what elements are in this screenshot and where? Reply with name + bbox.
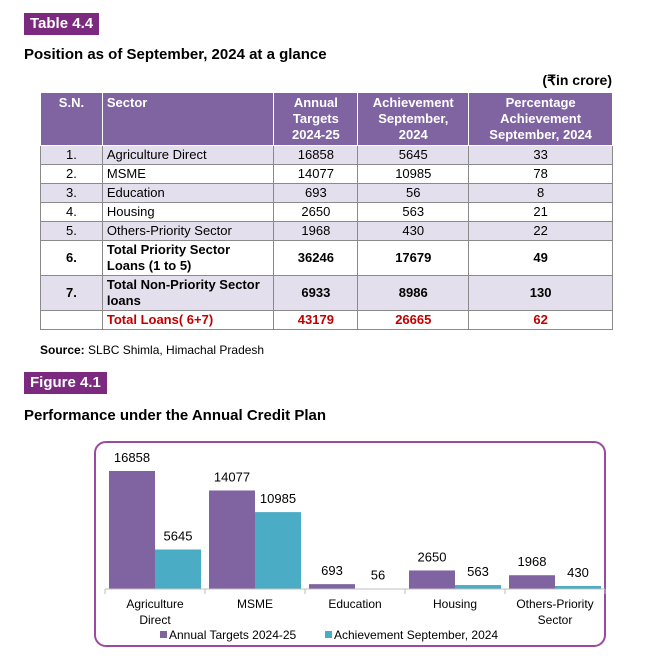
data-label: 5645 (163, 528, 193, 544)
cell-pct: 8 (469, 184, 613, 203)
category-label: Agriculture Direct (126, 597, 184, 627)
cell-sector: Total Non-Priority Sector loans (102, 276, 274, 311)
cell-pct: 33 (469, 146, 613, 165)
cell-target: 43179 (274, 311, 358, 330)
cell-pct: 130 (469, 276, 613, 311)
cell-achievement: 8986 (358, 276, 469, 311)
cell-sector: Total Priority Sector Loans (1 to 5) (102, 241, 274, 276)
cell-target: 16858 (274, 146, 358, 165)
bar-achievement (155, 549, 201, 589)
category-label: MSME (237, 597, 273, 611)
cell-pct: 22 (469, 222, 613, 241)
bar-target (409, 570, 455, 589)
cell-target: 1968 (274, 222, 358, 241)
bar-achievement (255, 512, 301, 589)
figure-title: Performance under the Annual Credit Plan (24, 407, 326, 424)
cell-target: 14077 (274, 165, 358, 184)
cell-sector: Others-Priority Sector (102, 222, 274, 241)
legend-label: Achievement September, 2024 (334, 628, 499, 642)
table-label: Table 4.4 (24, 13, 99, 35)
cell-target: 36246 (274, 241, 358, 276)
data-label: 693 (321, 563, 343, 579)
cell-achievement: 17679 (358, 241, 469, 276)
cell-sn: 5. (41, 222, 103, 241)
bar-target (209, 490, 255, 589)
cell-achievement: 26665 (358, 311, 469, 330)
data-label: 16858 (113, 450, 151, 465)
cell-achievement: 430 (358, 222, 469, 241)
data-label: 10985 (259, 491, 297, 507)
cell-target: 693 (274, 184, 358, 203)
bar-target (309, 584, 355, 589)
cell-pct: 21 (469, 203, 613, 222)
cell-sn: 6. (41, 241, 103, 276)
cell-sn: 4. (41, 203, 103, 222)
cell-sector: Housing (102, 203, 274, 222)
unit-label: (₹in crore) (542, 72, 612, 88)
data-label: 56 (370, 567, 386, 583)
header-achievement: Achievement September, 2024 (358, 93, 469, 146)
cell-sector: Agriculture Direct (102, 146, 274, 165)
bar-achievement (455, 585, 501, 589)
cell-achievement: 563 (358, 203, 469, 222)
cell-pct: 78 (469, 165, 613, 184)
bar-target (509, 575, 555, 589)
cell-sn: 1. (41, 146, 103, 165)
cell-pct: 49 (469, 241, 613, 276)
table-title: Position as of September, 2024 at a glance (24, 46, 327, 63)
cell-achievement: 5645 (358, 146, 469, 165)
figure-label: Figure 4.1 (24, 372, 107, 394)
data-label: 2650 (417, 549, 447, 565)
data-label: 563 (467, 564, 489, 580)
cell-sn: 7. (41, 276, 103, 311)
cell-sn: 2. (41, 165, 103, 184)
category-label: Education (328, 597, 382, 611)
cell-target: 6933 (274, 276, 358, 311)
bar-target (109, 471, 155, 589)
cell-achievement: 56 (358, 184, 469, 203)
header-sn: S.N. (41, 93, 103, 146)
category-label: Housing (432, 597, 478, 611)
legend-swatch (160, 631, 167, 638)
cell-achievement: 10985 (358, 165, 469, 184)
source-text: SLBC Shimla, Himachal Pradesh (84, 343, 265, 357)
data-label: 14077 (213, 469, 251, 485)
data-label: 1968 (517, 554, 547, 570)
cell-target: 2650 (274, 203, 358, 222)
source-label: Source: (40, 343, 85, 357)
legend-swatch (325, 631, 332, 638)
cell-sector: Education (102, 184, 274, 203)
cell-pct: 62 (469, 311, 613, 330)
category-label: Others-Priority Sector (516, 597, 594, 627)
legend-label: Annual Targets 2024-25 (169, 628, 297, 642)
cell-sector: MSME (102, 165, 274, 184)
header-percentage: Percentage Achievement September, 2024 (469, 93, 613, 146)
header-targets: Annual Targets 2024-25 (274, 93, 358, 146)
cell-sn: 3. (41, 184, 103, 203)
data-label: 430 (567, 564, 589, 580)
header-sector: Sector (102, 93, 274, 146)
cell-sector: Total Loans( 6+7) (102, 311, 274, 330)
